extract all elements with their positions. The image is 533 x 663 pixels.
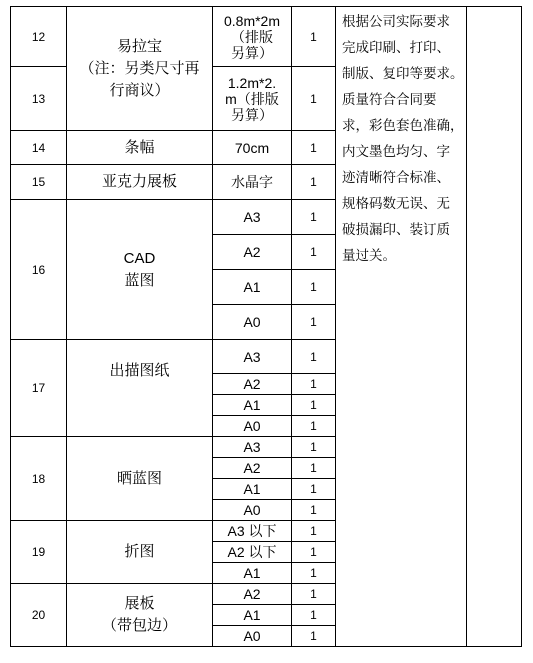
item-spec: A0 [213, 416, 292, 437]
table-row [11, 7, 522, 67]
item-qty: 1 [292, 131, 336, 165]
item-qty: 1 [292, 340, 336, 374]
item-name: 晒蓝图 [67, 437, 213, 521]
requirements-line: 质量符合合同要 [342, 92, 437, 107]
item-number: 15 [11, 165, 67, 200]
item-qty: 1 [292, 458, 336, 479]
item-qty: 1 [292, 542, 336, 563]
item-number: 18 [11, 437, 67, 521]
requirements-line: 制版、复印等要求。 [342, 66, 464, 81]
item-spec: A1 [213, 395, 292, 416]
item-name: 折图 [67, 521, 213, 584]
item-qty: 1 [292, 165, 336, 200]
item-spec: 水晶字 [213, 165, 292, 200]
item-qty: 1 [292, 479, 336, 500]
item-spec: A0 [213, 305, 292, 340]
requirements-line: 求，彩色套色准确， [342, 118, 464, 133]
item-spec: 70cm [213, 131, 292, 165]
item-spec: A2 [213, 584, 292, 605]
item-name: 亚克力展板 [67, 165, 213, 200]
item-qty: 1 [292, 437, 336, 458]
item-qty: 1 [292, 605, 336, 626]
item-qty: 1 [292, 67, 336, 131]
item-qty: 1 [292, 374, 336, 395]
item-qty: 1 [292, 395, 336, 416]
item-qty: 1 [292, 584, 336, 605]
item-name-line: 展板 [124, 595, 155, 612]
item-number: 20 [11, 584, 67, 647]
item-qty: 1 [292, 563, 336, 584]
spec-line: （排版 [231, 28, 273, 45]
item-spec: A0 [213, 626, 292, 647]
item-spec: A2 [213, 235, 292, 270]
item-spec: A3 [213, 437, 292, 458]
requirements-line: 完成印刷、打印、 [342, 40, 450, 55]
spec-line: 另算） [231, 44, 273, 61]
item-name: 条幅 [67, 131, 213, 165]
item-spec: A1 [213, 563, 292, 584]
item-spec [213, 7, 292, 67]
item-qty: 1 [292, 235, 336, 270]
item-number: 14 [11, 131, 67, 165]
item-spec: A2 以下 [213, 542, 292, 563]
item-name-line: CAD [123, 249, 156, 267]
spec-line: m（排版 [225, 90, 279, 107]
item-name [67, 584, 213, 647]
requirements-line: 破损漏印、装订质 [342, 222, 450, 237]
spec-line: 另算） [231, 106, 273, 123]
item-spec: A3 [213, 200, 292, 235]
item-spec: A1 [213, 270, 292, 305]
spec-line: 0.8m*2m [223, 12, 281, 29]
item-name [67, 200, 213, 340]
requirements-line: 规格码数无误、无 [342, 196, 450, 211]
item-spec: A1 [213, 479, 292, 500]
item-spec: A3 以下 [213, 521, 292, 542]
requirements-line: 迹清晰符合标准、 [342, 170, 450, 185]
quotation-table [10, 6, 522, 647]
item-qty: 1 [292, 416, 336, 437]
item-number: 13 [11, 67, 67, 131]
item-number: 12 [11, 7, 67, 67]
item-name: 出描图纸 [67, 340, 213, 437]
item-qty: 1 [292, 626, 336, 647]
requirements-line: 量过关。 [342, 248, 396, 263]
item-qty: 1 [292, 521, 336, 542]
spec-line: 1.2m*2. [227, 74, 277, 91]
item-name-line: 蓝图 [124, 271, 155, 289]
item-spec: A0 [213, 500, 292, 521]
item-qty: 1 [292, 305, 336, 340]
item-spec: A3 [213, 340, 292, 374]
item-number: 16 [11, 200, 67, 340]
blank-column [467, 7, 522, 647]
item-spec [213, 67, 292, 131]
item-qty: 1 [292, 7, 336, 67]
item-number: 17 [11, 340, 67, 437]
item-qty: 1 [292, 200, 336, 235]
item-name-line: （带包边） [101, 617, 177, 634]
item-name-note: （注：另类尺寸再 [79, 59, 200, 77]
item-qty: 1 [292, 500, 336, 521]
item-name-line: 易拉宝 [116, 37, 162, 55]
requirements-line: 内文墨色均匀、字 [342, 144, 450, 159]
item-name-note-cont: 行商议） [109, 81, 170, 99]
item-spec: A1 [213, 605, 292, 626]
item-name [67, 7, 213, 131]
item-spec: A2 [213, 458, 292, 479]
item-qty: 1 [292, 270, 336, 305]
item-number: 19 [11, 521, 67, 584]
requirements-line: 根据公司实际要求 [342, 14, 450, 29]
item-spec: A2 [213, 374, 292, 395]
requirements-text [336, 7, 467, 647]
